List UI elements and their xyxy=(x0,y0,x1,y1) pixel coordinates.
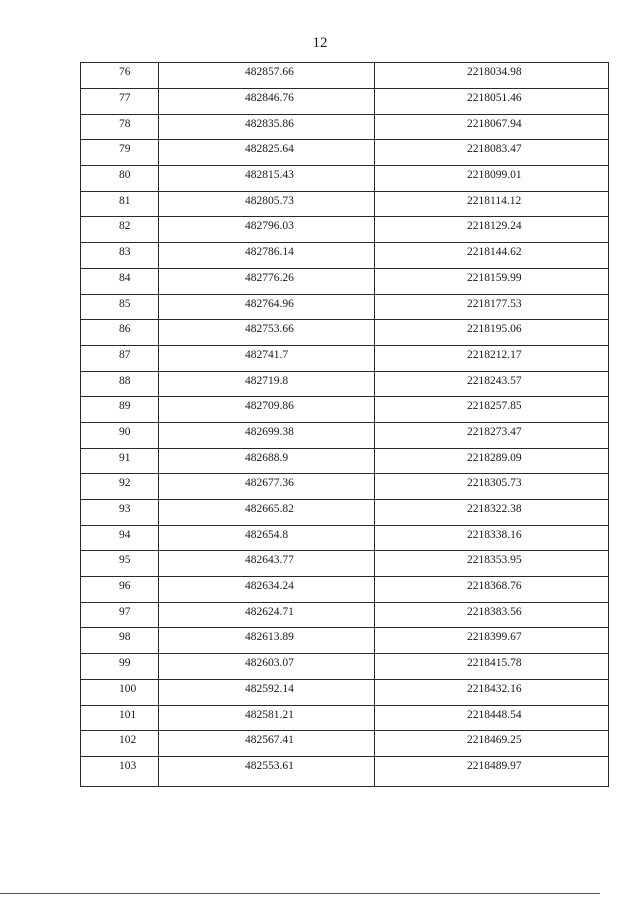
table-row xyxy=(81,63,609,89)
x-coordinate-cell: 482709.86 xyxy=(159,397,375,423)
table-row xyxy=(81,320,609,346)
y-coordinate-cell: 2218114.12 xyxy=(375,191,609,217)
x-coordinate-cell: 482786.14 xyxy=(159,243,375,269)
x-coordinate-cell: 482567.41 xyxy=(159,731,375,757)
y-coordinate-cell: 2218448.54 xyxy=(375,705,609,731)
point-number-cell: 80 xyxy=(81,166,159,192)
point-number-cell: 76 xyxy=(81,63,159,89)
table-row xyxy=(81,731,609,757)
table-row xyxy=(81,577,609,603)
y-coordinate-cell: 2218034.98 xyxy=(375,63,609,89)
x-coordinate-cell: 482688.9 xyxy=(159,448,375,474)
x-coordinate-cell: 482699.38 xyxy=(159,422,375,448)
y-coordinate-cell: 2218099.01 xyxy=(375,166,609,192)
point-number-cell: 78 xyxy=(81,114,159,140)
table-row xyxy=(81,551,609,577)
y-coordinate-cell: 2218177.53 xyxy=(375,294,609,320)
point-number-cell: 100 xyxy=(81,679,159,705)
x-coordinate-cell: 482654.8 xyxy=(159,525,375,551)
table-row xyxy=(81,217,609,243)
x-coordinate-cell: 482624.71 xyxy=(159,602,375,628)
y-coordinate-cell: 2218415.78 xyxy=(375,654,609,680)
table-row xyxy=(81,756,609,786)
y-coordinate-cell: 2218383.56 xyxy=(375,602,609,628)
y-coordinate-cell: 2218129.24 xyxy=(375,217,609,243)
point-number-cell: 101 xyxy=(81,705,159,731)
table-row xyxy=(81,166,609,192)
y-coordinate-cell: 2218432.16 xyxy=(375,679,609,705)
y-coordinate-cell: 2218368.76 xyxy=(375,577,609,603)
x-coordinate-cell: 482665.82 xyxy=(159,500,375,526)
x-coordinate-cell: 482603.07 xyxy=(159,654,375,680)
point-number-cell: 90 xyxy=(81,422,159,448)
x-coordinate-cell: 482805.73 xyxy=(159,191,375,217)
point-number-cell: 91 xyxy=(81,448,159,474)
x-coordinate-cell: 482741.7 xyxy=(159,345,375,371)
x-coordinate-cell: 482592.14 xyxy=(159,679,375,705)
table-row xyxy=(81,397,609,423)
table-row xyxy=(81,268,609,294)
page-number: 12 xyxy=(312,35,328,51)
point-number-cell: 87 xyxy=(81,345,159,371)
table-row xyxy=(81,371,609,397)
y-coordinate-cell: 2218212.17 xyxy=(375,345,609,371)
x-coordinate-cell: 482753.66 xyxy=(159,320,375,346)
table-row xyxy=(81,500,609,526)
y-coordinate-cell: 2218159.99 xyxy=(375,268,609,294)
coordinates-table-body xyxy=(81,63,609,787)
y-coordinate-cell: 2218051.46 xyxy=(375,89,609,115)
x-coordinate-cell: 482835.86 xyxy=(159,114,375,140)
point-number-cell: 79 xyxy=(81,140,159,166)
x-coordinate-cell: 482815.43 xyxy=(159,166,375,192)
x-coordinate-cell: 482764.96 xyxy=(159,294,375,320)
y-coordinate-cell: 2218257.85 xyxy=(375,397,609,423)
point-number-cell: 82 xyxy=(81,217,159,243)
point-number-cell: 97 xyxy=(81,602,159,628)
point-number-cell: 93 xyxy=(81,500,159,526)
point-number-cell: 77 xyxy=(81,89,159,115)
y-coordinate-cell: 2218399.67 xyxy=(375,628,609,654)
table-row xyxy=(81,89,609,115)
y-coordinate-cell: 2218144.62 xyxy=(375,243,609,269)
x-coordinate-cell: 482634.24 xyxy=(159,577,375,603)
x-coordinate-cell: 482581.21 xyxy=(159,705,375,731)
table-row xyxy=(81,243,609,269)
coordinates-table-container xyxy=(80,62,608,787)
point-number-cell: 83 xyxy=(81,243,159,269)
point-number-cell: 102 xyxy=(81,731,159,757)
table-row xyxy=(81,294,609,320)
table-row xyxy=(81,705,609,731)
table-row xyxy=(81,140,609,166)
point-number-cell: 81 xyxy=(81,191,159,217)
x-coordinate-cell: 482825.64 xyxy=(159,140,375,166)
x-coordinate-cell: 482719.8 xyxy=(159,371,375,397)
table-row xyxy=(81,654,609,680)
table-row xyxy=(81,679,609,705)
x-coordinate-cell: 482796.03 xyxy=(159,217,375,243)
table-row xyxy=(81,628,609,654)
y-coordinate-cell: 2218243.57 xyxy=(375,371,609,397)
point-number-cell: 94 xyxy=(81,525,159,551)
table-row xyxy=(81,191,609,217)
y-coordinate-cell: 2218489.97 xyxy=(375,756,609,786)
coordinates-table xyxy=(80,62,609,787)
table-row xyxy=(81,114,609,140)
point-number-cell: 99 xyxy=(81,654,159,680)
table-row xyxy=(81,525,609,551)
y-coordinate-cell: 2218353.95 xyxy=(375,551,609,577)
y-coordinate-cell: 2218469.25 xyxy=(375,731,609,757)
point-number-cell: 89 xyxy=(81,397,159,423)
point-number-cell: 86 xyxy=(81,320,159,346)
y-coordinate-cell: 2218338.16 xyxy=(375,525,609,551)
table-row xyxy=(81,345,609,371)
x-coordinate-cell: 482613.89 xyxy=(159,628,375,654)
y-coordinate-cell: 2218322.38 xyxy=(375,500,609,526)
table-row xyxy=(81,602,609,628)
x-coordinate-cell: 482553.61 xyxy=(159,756,375,786)
y-coordinate-cell: 2218289.09 xyxy=(375,448,609,474)
table-row xyxy=(81,474,609,500)
point-number-cell: 96 xyxy=(81,577,159,603)
y-coordinate-cell: 2218273.47 xyxy=(375,422,609,448)
x-coordinate-cell: 482857.66 xyxy=(159,63,375,89)
y-coordinate-cell: 2218305.73 xyxy=(375,474,609,500)
point-number-cell: 85 xyxy=(81,294,159,320)
table-row xyxy=(81,422,609,448)
x-coordinate-cell: 482776.26 xyxy=(159,268,375,294)
y-coordinate-cell: 2218195.06 xyxy=(375,320,609,346)
x-coordinate-cell: 482643.77 xyxy=(159,551,375,577)
point-number-cell: 95 xyxy=(81,551,159,577)
y-coordinate-cell: 2218067.94 xyxy=(375,114,609,140)
point-number-cell: 84 xyxy=(81,268,159,294)
point-number-cell: 88 xyxy=(81,371,159,397)
point-number-cell: 103 xyxy=(81,756,159,786)
x-coordinate-cell: 482846.76 xyxy=(159,89,375,115)
table-row xyxy=(81,448,609,474)
page-bottom-rule xyxy=(0,893,600,894)
point-number-cell: 98 xyxy=(81,628,159,654)
y-coordinate-cell: 2218083.47 xyxy=(375,140,609,166)
x-coordinate-cell: 482677.36 xyxy=(159,474,375,500)
point-number-cell: 92 xyxy=(81,474,159,500)
